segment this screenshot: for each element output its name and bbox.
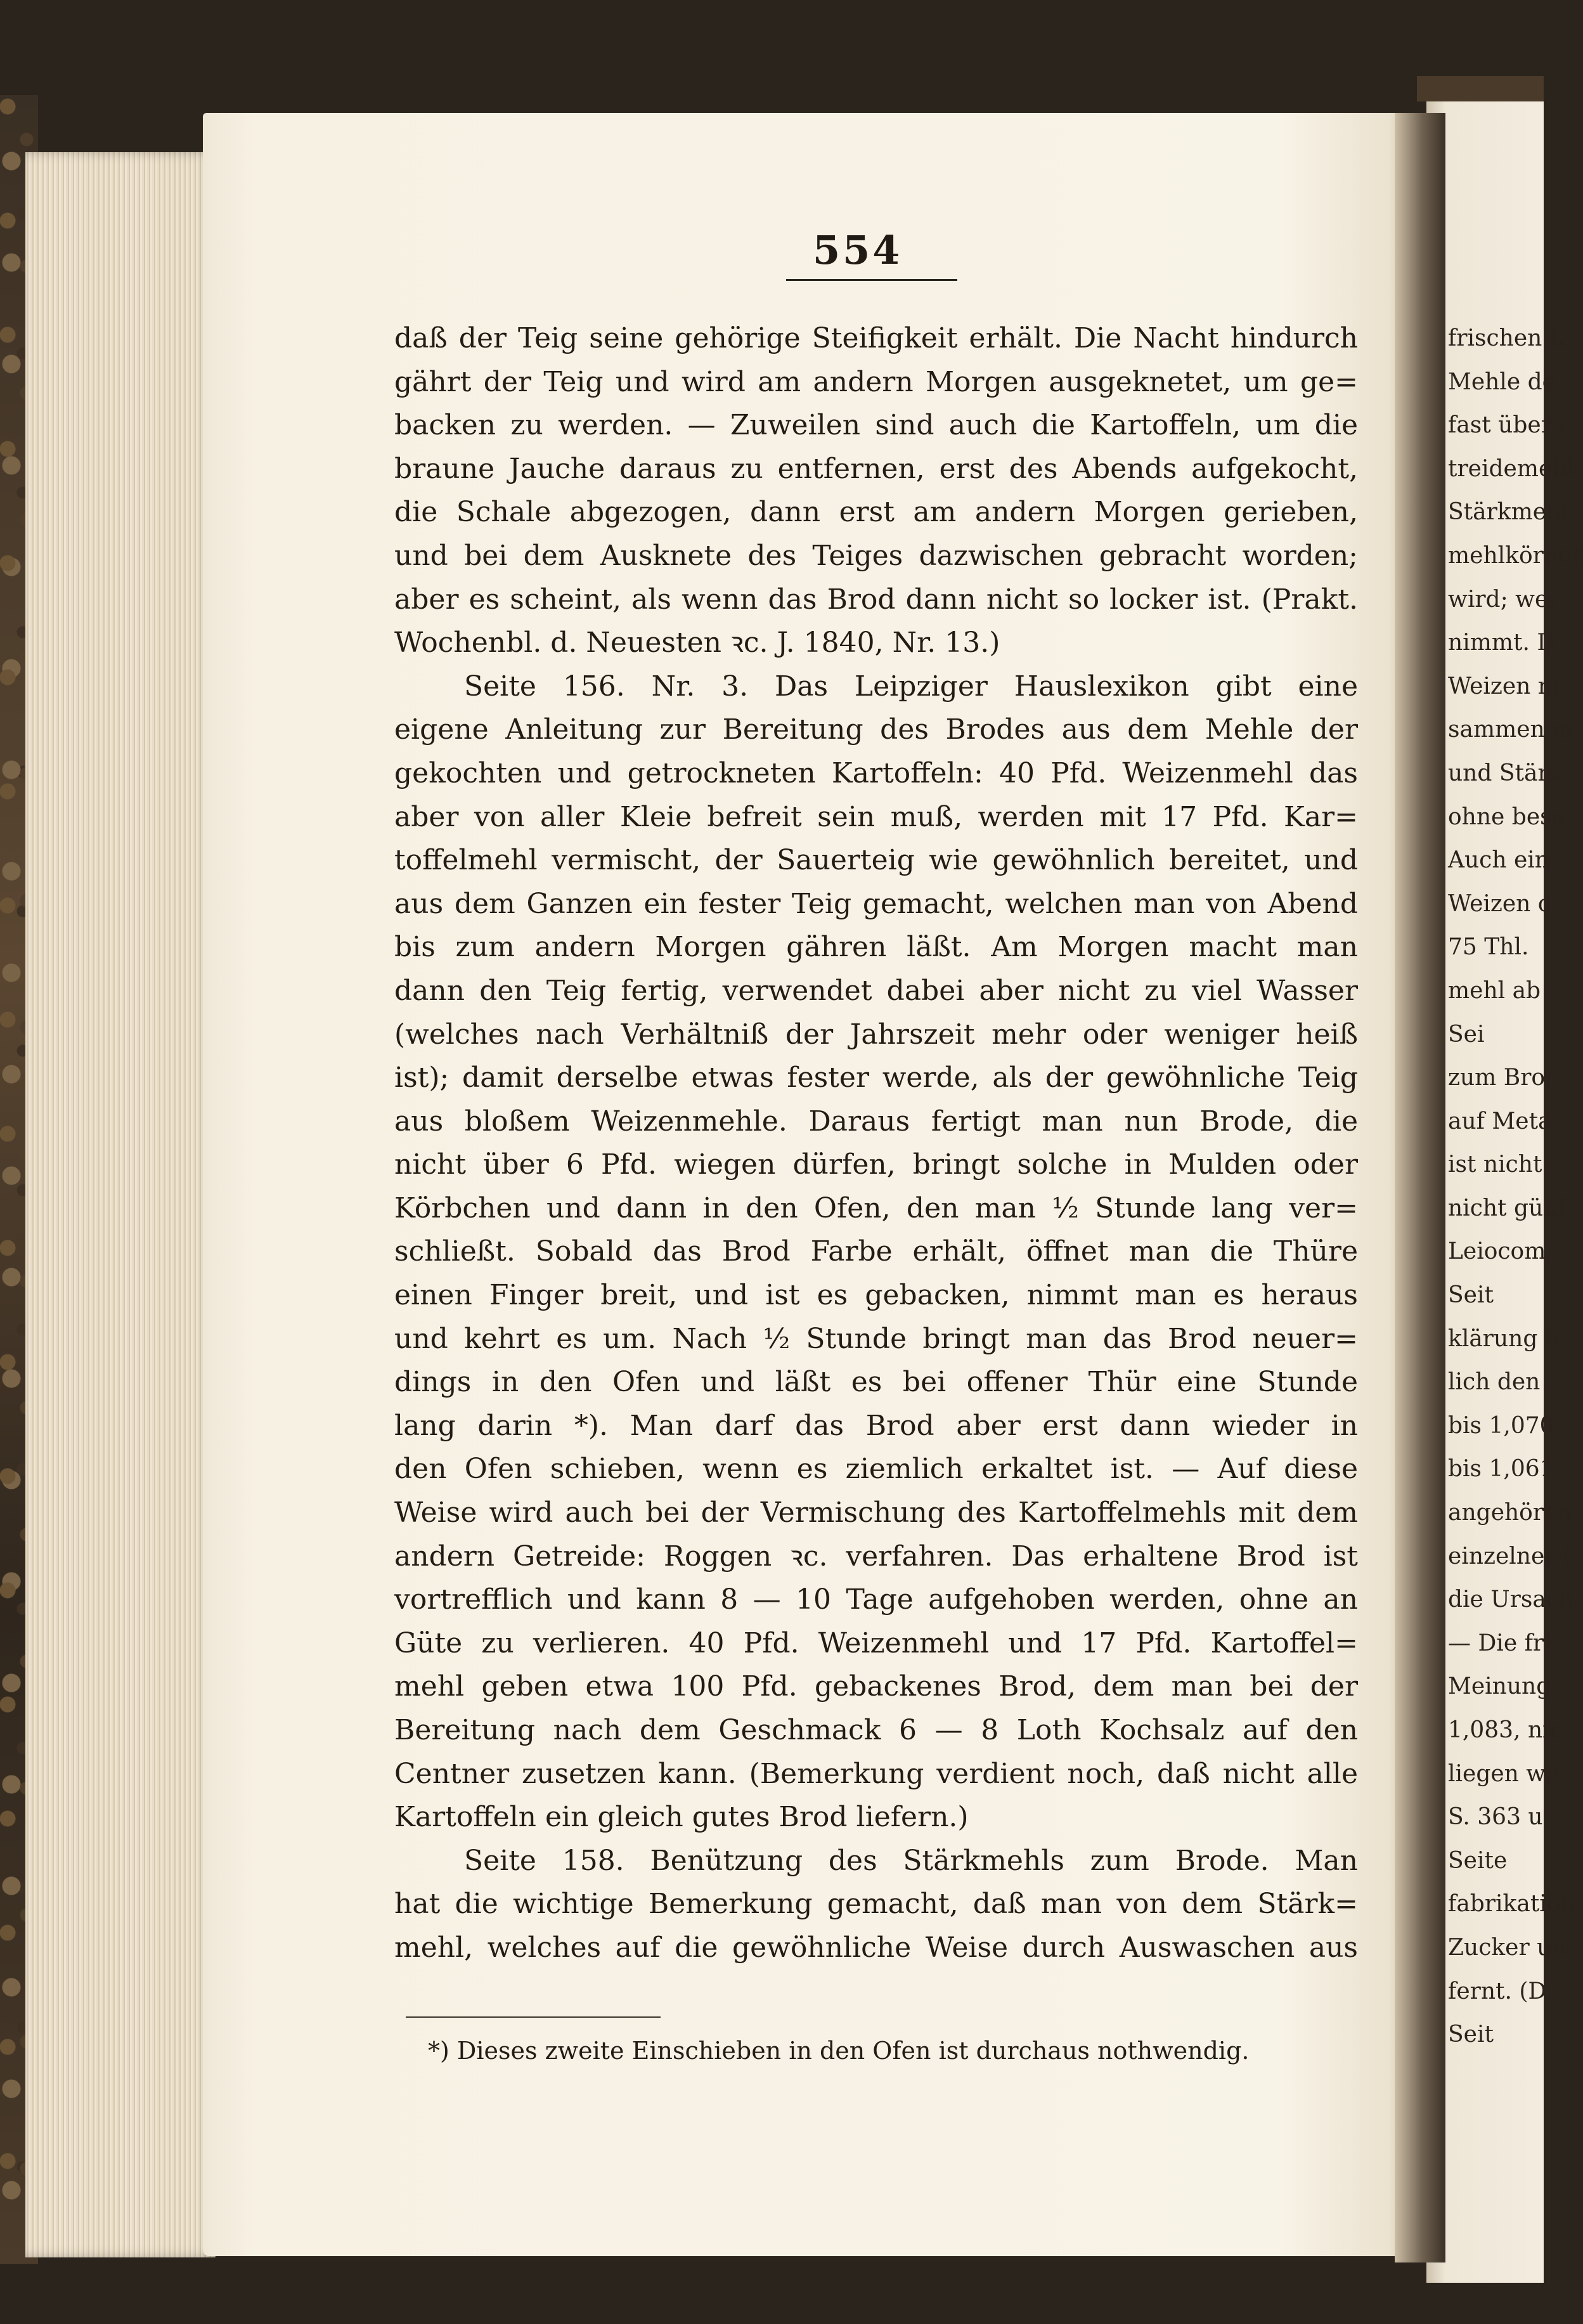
- facing-page-line: fast übere: [1448, 412, 1566, 439]
- text-line: Körbchen und dann in den Ofen, den man ½ Stunde lang ver=: [394, 1191, 1358, 1224]
- facing-page-line: lich den: [1448, 1369, 1541, 1396]
- facing-page-line: auf Meta: [1448, 1108, 1552, 1134]
- text-line: (welches nach Verhältniß der Jahrszeit mehr oder weniger heiß: [394, 1018, 1358, 1051]
- facing-page-line: fabrikation: [1448, 1891, 1575, 1918]
- facing-page-line: S. 363 u: [1448, 1804, 1543, 1831]
- facing-page-line: fernt. (D: [1448, 1978, 1547, 2004]
- text-line: und bei dem Ausknete des Teiges dazwischen gebracht worden;: [394, 539, 1358, 572]
- book-cover-edge: [1417, 76, 1544, 101]
- text-line: mehl, welches auf die gewöhnliche Weise durch Auswaschen aus: [394, 1931, 1358, 1964]
- facing-page-line: 1,083, nic: [1448, 1717, 1563, 1743]
- text-line: die Schale abgezogen, dann erst am andern Morgen gerieben,: [394, 496, 1358, 529]
- text-line: einen Finger breit, und ist es gebacken, nimmt man es heraus: [394, 1279, 1358, 1312]
- text-line: Güte zu verlieren. 40 Pfd. Weizenmehl und 17 Pfd. Kartoffel=: [394, 1626, 1358, 1659]
- header-rule: [786, 279, 957, 281]
- facing-page-line: und Stärk: [1448, 760, 1563, 786]
- text-line: dings in den Ofen und läßt es bei offener Thür eine Stunde: [394, 1366, 1358, 1399]
- facing-page-line: Seit: [1448, 1282, 1494, 1309]
- text-line: Seite 156. Nr. 3. Das Leipziger Hauslexikon gibt eine: [464, 670, 1358, 703]
- book-gutter: [1395, 113, 1445, 2262]
- facing-page-line: klärung li: [1448, 1325, 1560, 1352]
- facing-page-line: Mehle de: [1448, 368, 1556, 395]
- text-line: andern Getreide: Roggen ꝛc. verfahren. Das erhaltene Brod ist: [394, 1540, 1358, 1573]
- text-line: und kehrt es um. Nach ½ Stunde bringt man das Brod neuer=: [394, 1322, 1358, 1355]
- text-line: backen zu werden. — Zuweilen sind auch die Kartoffeln, um die: [394, 409, 1358, 442]
- text-line: hat die wichtige Bemerkung gemacht, daß man von dem Stärk=: [394, 1888, 1358, 1921]
- facing-page-line: liegen wei: [1448, 1760, 1567, 1787]
- facing-page-line: treidemehl: [1448, 455, 1574, 482]
- text-line: daß der Teig seine gehörige Steifigkeit erhält. Die Nacht hindurch: [394, 322, 1358, 354]
- facing-page-line: die Ursach: [1448, 1587, 1574, 1613]
- text-line: lang darin *). Man darf das Brod aber erst dann wieder in: [394, 1409, 1358, 1442]
- facing-page-line: Sei: [1448, 1021, 1485, 1048]
- text-line: bis zum andern Morgen gähren läßt. Am Morgen macht man: [394, 931, 1358, 964]
- facing-page-line: nicht günf: [1448, 1195, 1567, 1221]
- facing-page-line: einzelner (: [1448, 1543, 1572, 1569]
- text-line: ist); damit derselbe etwas fester werde, als der gewöhnliche Teig: [394, 1061, 1358, 1094]
- text-line: dann den Teig fertig, verwendet dabei aber nicht zu viel Wasser: [394, 974, 1358, 1007]
- facing-page-line: — Die fr: [1448, 1630, 1544, 1656]
- footnote-rule: [406, 2016, 661, 2018]
- facing-page-line: wird; wei: [1448, 586, 1556, 613]
- text-line: toffelmehl vermischt, der Sauerteig wie gewöhnlich bereitet, und: [394, 844, 1358, 877]
- text-line: Seite 158. Benützung des Stärkmehls zum Brode. Man: [464, 1844, 1358, 1877]
- facing-page-line: Zucker un: [1448, 1934, 1567, 1961]
- page-edges: [25, 152, 216, 2257]
- facing-page-line: ist nicht: [1448, 1152, 1542, 1178]
- facing-page-line: Auch ein: [1448, 847, 1549, 874]
- text-line: braune Jauche daraus zu entfernen, erst des Abends aufgekocht,: [394, 452, 1358, 485]
- text-line: den Ofen schieben, wenn es ziemlich erkaltet ist. — Auf diese: [394, 1453, 1358, 1486]
- facing-page-line: mehlkörner: [1448, 542, 1583, 569]
- facing-page-line: frischen K: [1448, 325, 1567, 351]
- facing-page-line: Stärkmehl: [1448, 499, 1568, 526]
- facing-page-line: nimmt. D: [1448, 630, 1556, 656]
- facing-page-line: zum Bro: [1448, 1065, 1546, 1091]
- text-line: eigene Anleitung zur Bereitung des Brodes aus dem Mehle der: [394, 713, 1358, 746]
- body-text: [394, 317, 1358, 1970]
- facing-page-line: sammen m: [1448, 717, 1574, 743]
- text-line: Bereitung nach dem Geschmack 6 — 8 Loth Kochsalz auf den: [394, 1714, 1358, 1746]
- text-line: mehl geben etwa 100 Pfd. gebackenes Brod, dem man bei der: [394, 1670, 1358, 1703]
- facing-page-line: Weizen c: [1448, 890, 1551, 917]
- facing-page-line: Seite: [1448, 1847, 1508, 1874]
- text-line: aber es scheint, als wenn das Brod dann nicht so locker ist. (Prakt.: [394, 583, 1358, 616]
- footnote: *) Dieses zweite Einschieben in den Ofen ist durchaus nothwendig.: [428, 2037, 1250, 2065]
- facing-page-line: 75 Thl.: [1448, 934, 1529, 961]
- text-line: aus dem Ganzen ein fester Teig gemacht, welchen man von Abend: [394, 887, 1358, 920]
- text-line: vortrefflich und kann 8 — 10 Tage aufgehoben werden, ohne an: [394, 1583, 1358, 1616]
- text-line: schließt. Sobald das Brod Farbe erhält, öffnet man die Thüre: [394, 1235, 1358, 1268]
- text-line: Weise wird auch bei der Vermischung des Kartoffelmehls mit dem: [394, 1496, 1358, 1529]
- facing-page-line: Leiocom: [1448, 1238, 1546, 1265]
- facing-page-text: [1448, 317, 1583, 2057]
- text-line: gekochten und getrockneten Kartoffeln: 40 Pfd. Weizenmehl das: [394, 756, 1358, 789]
- facing-page-line: ohne beso: [1448, 803, 1566, 830]
- facing-page-line: bis 1,061: [1448, 1456, 1554, 1483]
- text-line: aber von aller Kleie befreit sein muß, werden mit 17 Pfd. Kar=: [394, 800, 1358, 833]
- facing-page-line: Meinung,: [1448, 1673, 1558, 1700]
- text-line: nicht über 6 Pfd. wiegen dürfen, bringt solche in Mulden oder: [394, 1148, 1358, 1181]
- facing-page-line: Weizen m: [1448, 673, 1560, 699]
- facing-page-line: bis 1,070: [1448, 1412, 1554, 1439]
- facing-page-line: Seit: [1448, 2022, 1494, 2048]
- text-line: Kartoffeln ein gleich gutes Brod liefern.): [394, 1801, 969, 1834]
- facing-page-line: mehl ab: [1448, 977, 1541, 1004]
- text-line: Wochenbl. d. Neuesten ꝛc. J. 1840, Nr. 13.): [394, 626, 1000, 659]
- text-line: gährt der Teig und wird am andern Morgen ausgeknetet, um ge=: [394, 365, 1358, 398]
- text-line: Centner zusetzen kann. (Bemerkung verdient noch, daß nicht alle: [394, 1757, 1358, 1790]
- text-line: aus bloßem Weizenmehle. Daraus fertigt man nun Brode, die: [394, 1105, 1358, 1138]
- facing-page-line: angehören: [1448, 1500, 1572, 1526]
- page-number: 554: [813, 227, 903, 273]
